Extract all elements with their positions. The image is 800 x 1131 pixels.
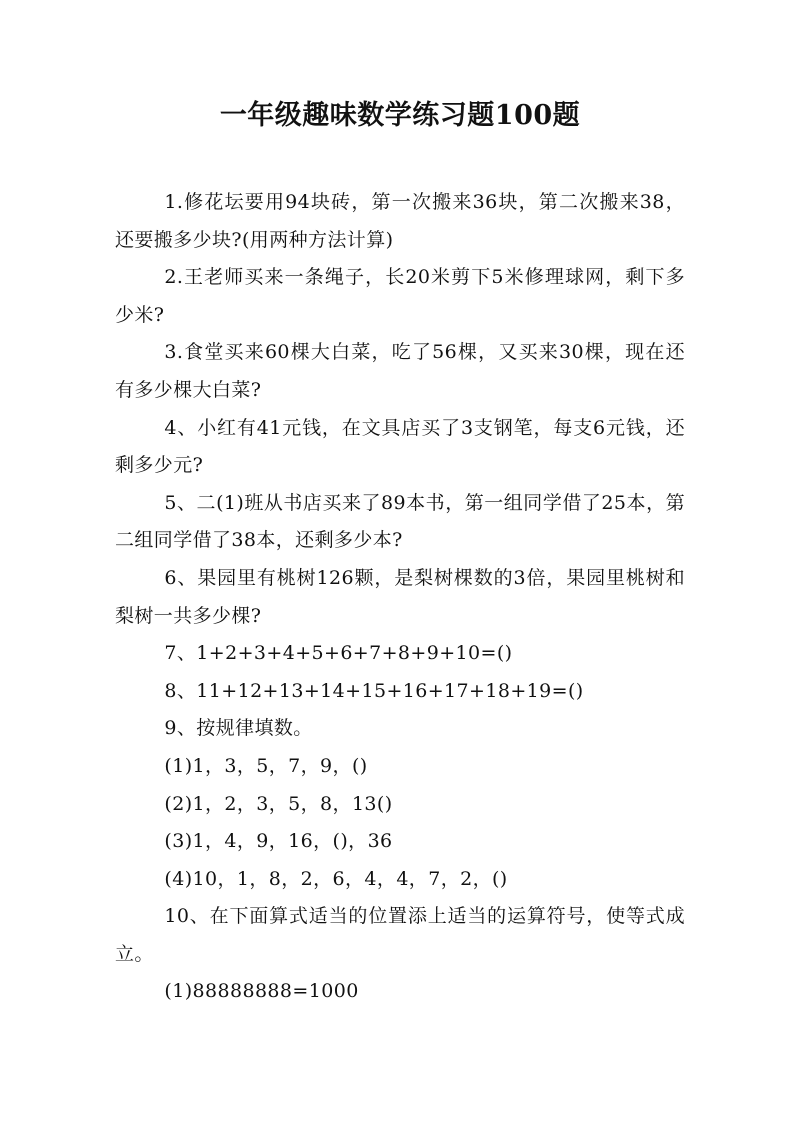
question-2: 2.王老师买来一条绳子，长20米剪下5米修理球网，剩下多少米? bbox=[115, 266, 685, 326]
question-7: 7、1+2+3+4+5+6+7+8+9+10=() bbox=[164, 642, 513, 665]
question-10-part-1: (1)88888888=1000 bbox=[164, 980, 359, 1003]
question-10: 10、在下面算式适当的位置添上适当的运算符号，使等式成立。 bbox=[115, 905, 685, 965]
question-5: 5、二(1)班从书店买来了89本书，第一组同学借了25本，第二组同学借了38本，还剩多少本? bbox=[115, 491, 685, 552]
question-6: 6、果园里有桃树126颗，是梨树棵数的3倍，果园里桃树和梨树一共多少棵? bbox=[115, 566, 685, 627]
question-9-part-4: (4)10，1，8，2，6，4，4，7，2，() bbox=[164, 867, 508, 890]
document-body bbox=[115, 184, 685, 1011]
question-3: 3.食堂买来60棵大白菜，吃了56棵，又买来30棵，现在还有多少棵大白菜? bbox=[115, 341, 685, 401]
question-9-part-3: (3)1，4，9，16，()，36 bbox=[164, 830, 393, 853]
question-4: 4、小红有41元钱，在文具店买了3支钢笔，每支6元钱，还剩多少元? bbox=[115, 416, 685, 477]
document-title: 一年级趣味数学练习题100题 bbox=[219, 100, 581, 131]
question-8: 8、11+12+13+14+15+16+17+18+19=() bbox=[164, 679, 584, 702]
question-9-part-2: (2)1，2，3，5，8，13() bbox=[164, 792, 393, 815]
question-9: 9、按规律填数。 bbox=[164, 717, 313, 740]
question-1: 1.修花坛要用94块砖，第一次搬来36块，第二次搬来38，还要搬多少块?(用两种方法计算) bbox=[115, 191, 685, 251]
question-9-part-1: (1)1，3，5，7，9，() bbox=[164, 754, 368, 777]
